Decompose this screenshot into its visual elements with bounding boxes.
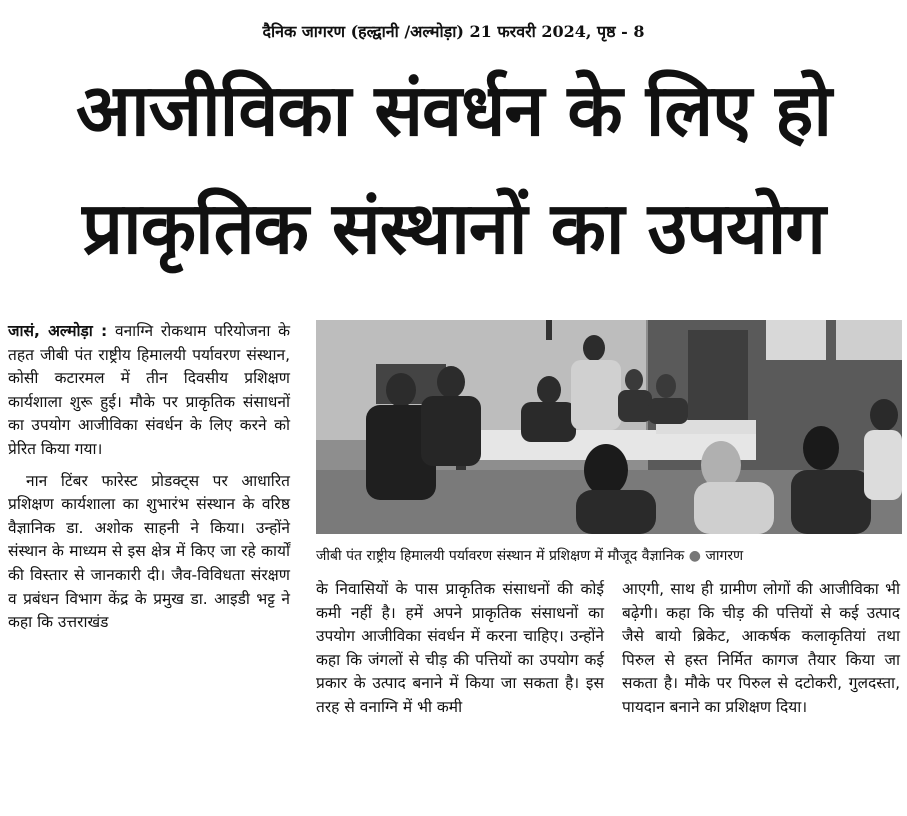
article-column-1 [8, 320, 290, 635]
photo-caption [316, 546, 902, 566]
photo-caption-text: जीबी पंत राष्ट्रीय हिमालयी पर्यावरण संस्थान में प्रशिक्षण में मौजूद वैज्ञानिक [316, 548, 685, 564]
article-paragraph-2: नान टिंबर फारेस्ट प्रोडक्ट्स पर आधारित प्रशिक्षण कार्यशाला का शुभारंभ संस्थान के वरिष्ठ वैज्ञानिक डा. अशोक साहनी ने किया। उन्होंने संस्थान के माध्यम से इस क्षेत्र में किए जा रहे कार्यों की विस्तार से जानकारी दी। जैव-विविधता संरक्षण व प्रबंधन विभाग केंद्र के प्रमुख डा. आइडी भट्ट ने कहा कि उत्तराखंड [8, 471, 290, 632]
article-column-3 [622, 578, 900, 720]
headline-line-2: प्राकृतिक संस्थानों का उपयोग [82, 186, 825, 270]
article-column-2 [316, 578, 604, 720]
article-column-3-text: आएगी, साथ ही ग्रामीण लोगों की आजीविका भी बढ़ेगी। कहा कि चीड़ की पत्तियों से कई उत्पाद जैसे बायो ब्रिकेट, आकर्षक कलाकृतियां तथा पिरुल से हस्त निर्मित कागज तैयार किया जा सकता है। मौके पर पिरुल से दटोकरी, गुलदस्ता, पायदान बनाने का प्रशिक्षण दिया। [622, 580, 900, 716]
training-session-photo [316, 320, 902, 534]
headline-line-1: आजीविका संवर्धन के लिए हो [76, 68, 831, 152]
caption-bullet-icon: ● [688, 548, 701, 564]
news-photo [316, 320, 902, 534]
article-paragraph-1 [8, 320, 290, 462]
newspaper-dateline: दैनिक जागरण (हल्द्वानी /अल्मोड़ा) 21 फरवरी 2024, पृष्ठ - 8 [262, 22, 645, 41]
article-dateline: जासं, अल्मोड़ा : [8, 322, 108, 340]
article-column-2-text: के निवासियों के पास प्राकृतिक संसाधनों की कोई कमी नहीं है। हमें अपने प्राकृतिक संसाधनों का उपयोग आजीविका संवर्धन में करना चाहिए। उन्होंने कहा कि जंगलों से चीड़ की पत्तियों का उपयोग कई प्रकार के उत्पाद बनाने में किया जा सकता है। इस तरह से वनाग्नि में भी कमी [316, 580, 604, 716]
photo-credit: जागरण [705, 548, 744, 564]
article-paragraph-1-text: वनाग्नि रोकथाम परियोजना के तहत जीबी पंत राष्ट्रीय हिमालयी पर्यावरण संस्थान, कोसी कटारमल में तीन दिवसीय प्रशिक्षण कार्यशाला शुरू हुई। मौके पर प्राकृतिक संसाधनों का उपयोग आजीविका संवर्धन के लिए करने को प्रेरित किया गया। [8, 322, 290, 458]
